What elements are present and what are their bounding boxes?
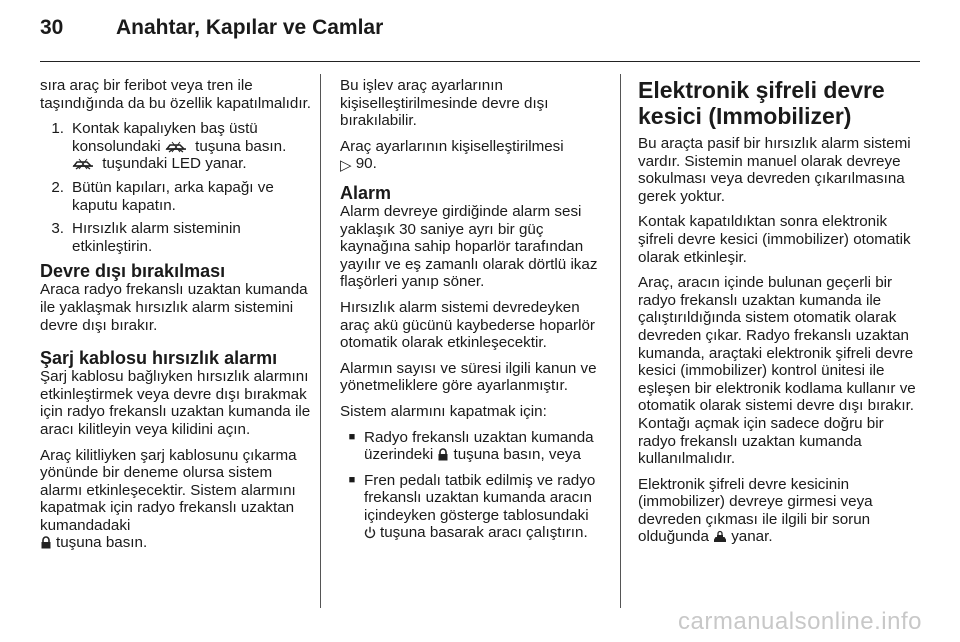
list-item: 2. Bütün kapıları, arka kapağı ve kaputu kapatın. bbox=[51, 178, 274, 214]
list-item: ■ Radyo frekanslı uzaktan kumanda üzerindeki tuşuna basın, veya bbox=[340, 429, 612, 464]
section-heading: Alarm bbox=[340, 182, 392, 203]
paragraph: Alarm devreye girdiğinde alarm sesi yaklaşık 30 saniye ayrı bir güç kaynağına sahip hoparlör tarafından yayılır ve eş zamanlı olarak dörtlü ikaz flaşörleri yanıp söner. bbox=[340, 202, 598, 291]
list-item: 3. Hırsızlık alarm sisteminin etkinleştirin. bbox=[51, 220, 241, 255]
chapter-title: Anahtar, Kapılar ve Camlar bbox=[116, 16, 384, 39]
square-bullet-icon: ■ bbox=[348, 430, 356, 443]
page-number: 30 bbox=[40, 16, 64, 39]
sensor-car-icon bbox=[165, 141, 187, 153]
column-right bbox=[638, 77, 920, 554]
section-heading: Şarj kablosu hırsızlık alarmı bbox=[40, 348, 278, 369]
watermark: carmanualsonline.info bbox=[678, 608, 922, 635]
sensor-car-icon bbox=[72, 158, 94, 170]
paragraph: Bu araçta pasif bir hırsızlık alarm sistemi vardır. Sistemin manuel olarak devreye sokulması veya devreden çıkarılmasına gerek yoktur. bbox=[638, 135, 911, 205]
column-left bbox=[40, 77, 312, 560]
steps-list bbox=[40, 120, 312, 255]
paragraph: Bu işlev araç ayarlarının kişiselleştirilmesinde devre dışı bırakılabilir. bbox=[340, 77, 549, 130]
intro-text: sıra araç bir feribot veya tren ile taşındığında da bu özellik kapatılmalıdır. bbox=[40, 77, 312, 112]
list-item: 1. Kontak kapalıyken baş üstü konsolundaki tuşuna basın. tuşundaki LED yanar. bbox=[51, 120, 287, 173]
column-middle bbox=[340, 77, 612, 550]
paragraph: Araç kilitliyken şarj kablosunu çıkarma yönünde bir deneme olursa sistem alarmı etkinleşecektir. Sistem alarmını kapatmak için radyo frekanslı uzaktan kumandadaki tuşuna basın. bbox=[40, 446, 297, 552]
column-divider bbox=[320, 74, 321, 608]
power-icon bbox=[364, 526, 376, 539]
lock-icon bbox=[437, 448, 449, 461]
header-rule bbox=[40, 61, 920, 62]
lock-icon bbox=[40, 536, 52, 549]
column-divider bbox=[620, 74, 621, 608]
arrow-reference-icon: ▷ bbox=[340, 157, 352, 175]
paragraph: Sistem alarmını kapatmak için: bbox=[340, 402, 547, 420]
paragraph: Şarj kablosu bağlıyken hırsızlık alarmını etkinleştirmek veya devre dışı bırakmak için radyo frekanslı uzaktan kumanda ile aracı kilitleyin veya kilidini açın. bbox=[40, 368, 311, 438]
section-title: Elektronik şifreli devre kesici (Immobilizer) bbox=[638, 77, 885, 129]
paragraph: Alarmın sayısı ve süresi ilgili kanun ve yönetmeliklere göre ayarlanmıştır. bbox=[340, 359, 597, 395]
page-header bbox=[40, 16, 383, 52]
immobilizer-car-lock-icon bbox=[713, 530, 727, 543]
paragraph: Araca radyo frekanslı uzaktan kumanda ile yaklaşmak hırsızlık alarm sistemini devre dışı bırakır. bbox=[40, 281, 308, 334]
paragraph: Araç ayarlarının kişiselleştirilmesi ▷ 90. bbox=[340, 137, 564, 175]
paragraph: Araç, aracın içinde bulunan geçerli bir radyo frekanslı uzaktan kumanda ile çalıştırıldığında sistem otomatik olarak devreden çıkar. Radyo frekanslı uzaktan kumanda, araçtaki elektronik şifreli devre kesici (immobilizer) kontrol ünitesi ile eşleşen bir elektronik kodlama kullanır ve otomatik olarak sistemi devre dışı bırakır. Kontağı açmak için sadece doğru bir radyo frekanslı uzaktan kumanda kullanılmalıdır. bbox=[638, 274, 916, 468]
paragraph: Elektronik şifreli devre kesicinin (immobilizer) devreye girmesi veya devreden çıkması ile ilgili bir sorun olduğunda yanar. bbox=[638, 475, 873, 546]
square-bullet-icon: ■ bbox=[348, 473, 356, 486]
paragraph: Hırsızlık alarm sistemi devredeyken araç akü gücünü kaybederse hoparlör otomatik olarak etkinleşecektir. bbox=[340, 298, 595, 352]
paragraph: Kontak kapatıldıktan sonra elektronik şifreli devre kesici (immobilizer) otomatik olarak etkinleşir. bbox=[638, 213, 911, 266]
section-heading: Devre dışı bırakılması bbox=[40, 261, 226, 282]
list-item: ■ Fren pedalı tatbik edilmiş ve radyo frekanslı uzaktan kumanda aracın içindeyken gösterge tablosundaki tuşuna basarak aracı çalıştırın. bbox=[340, 472, 612, 542]
